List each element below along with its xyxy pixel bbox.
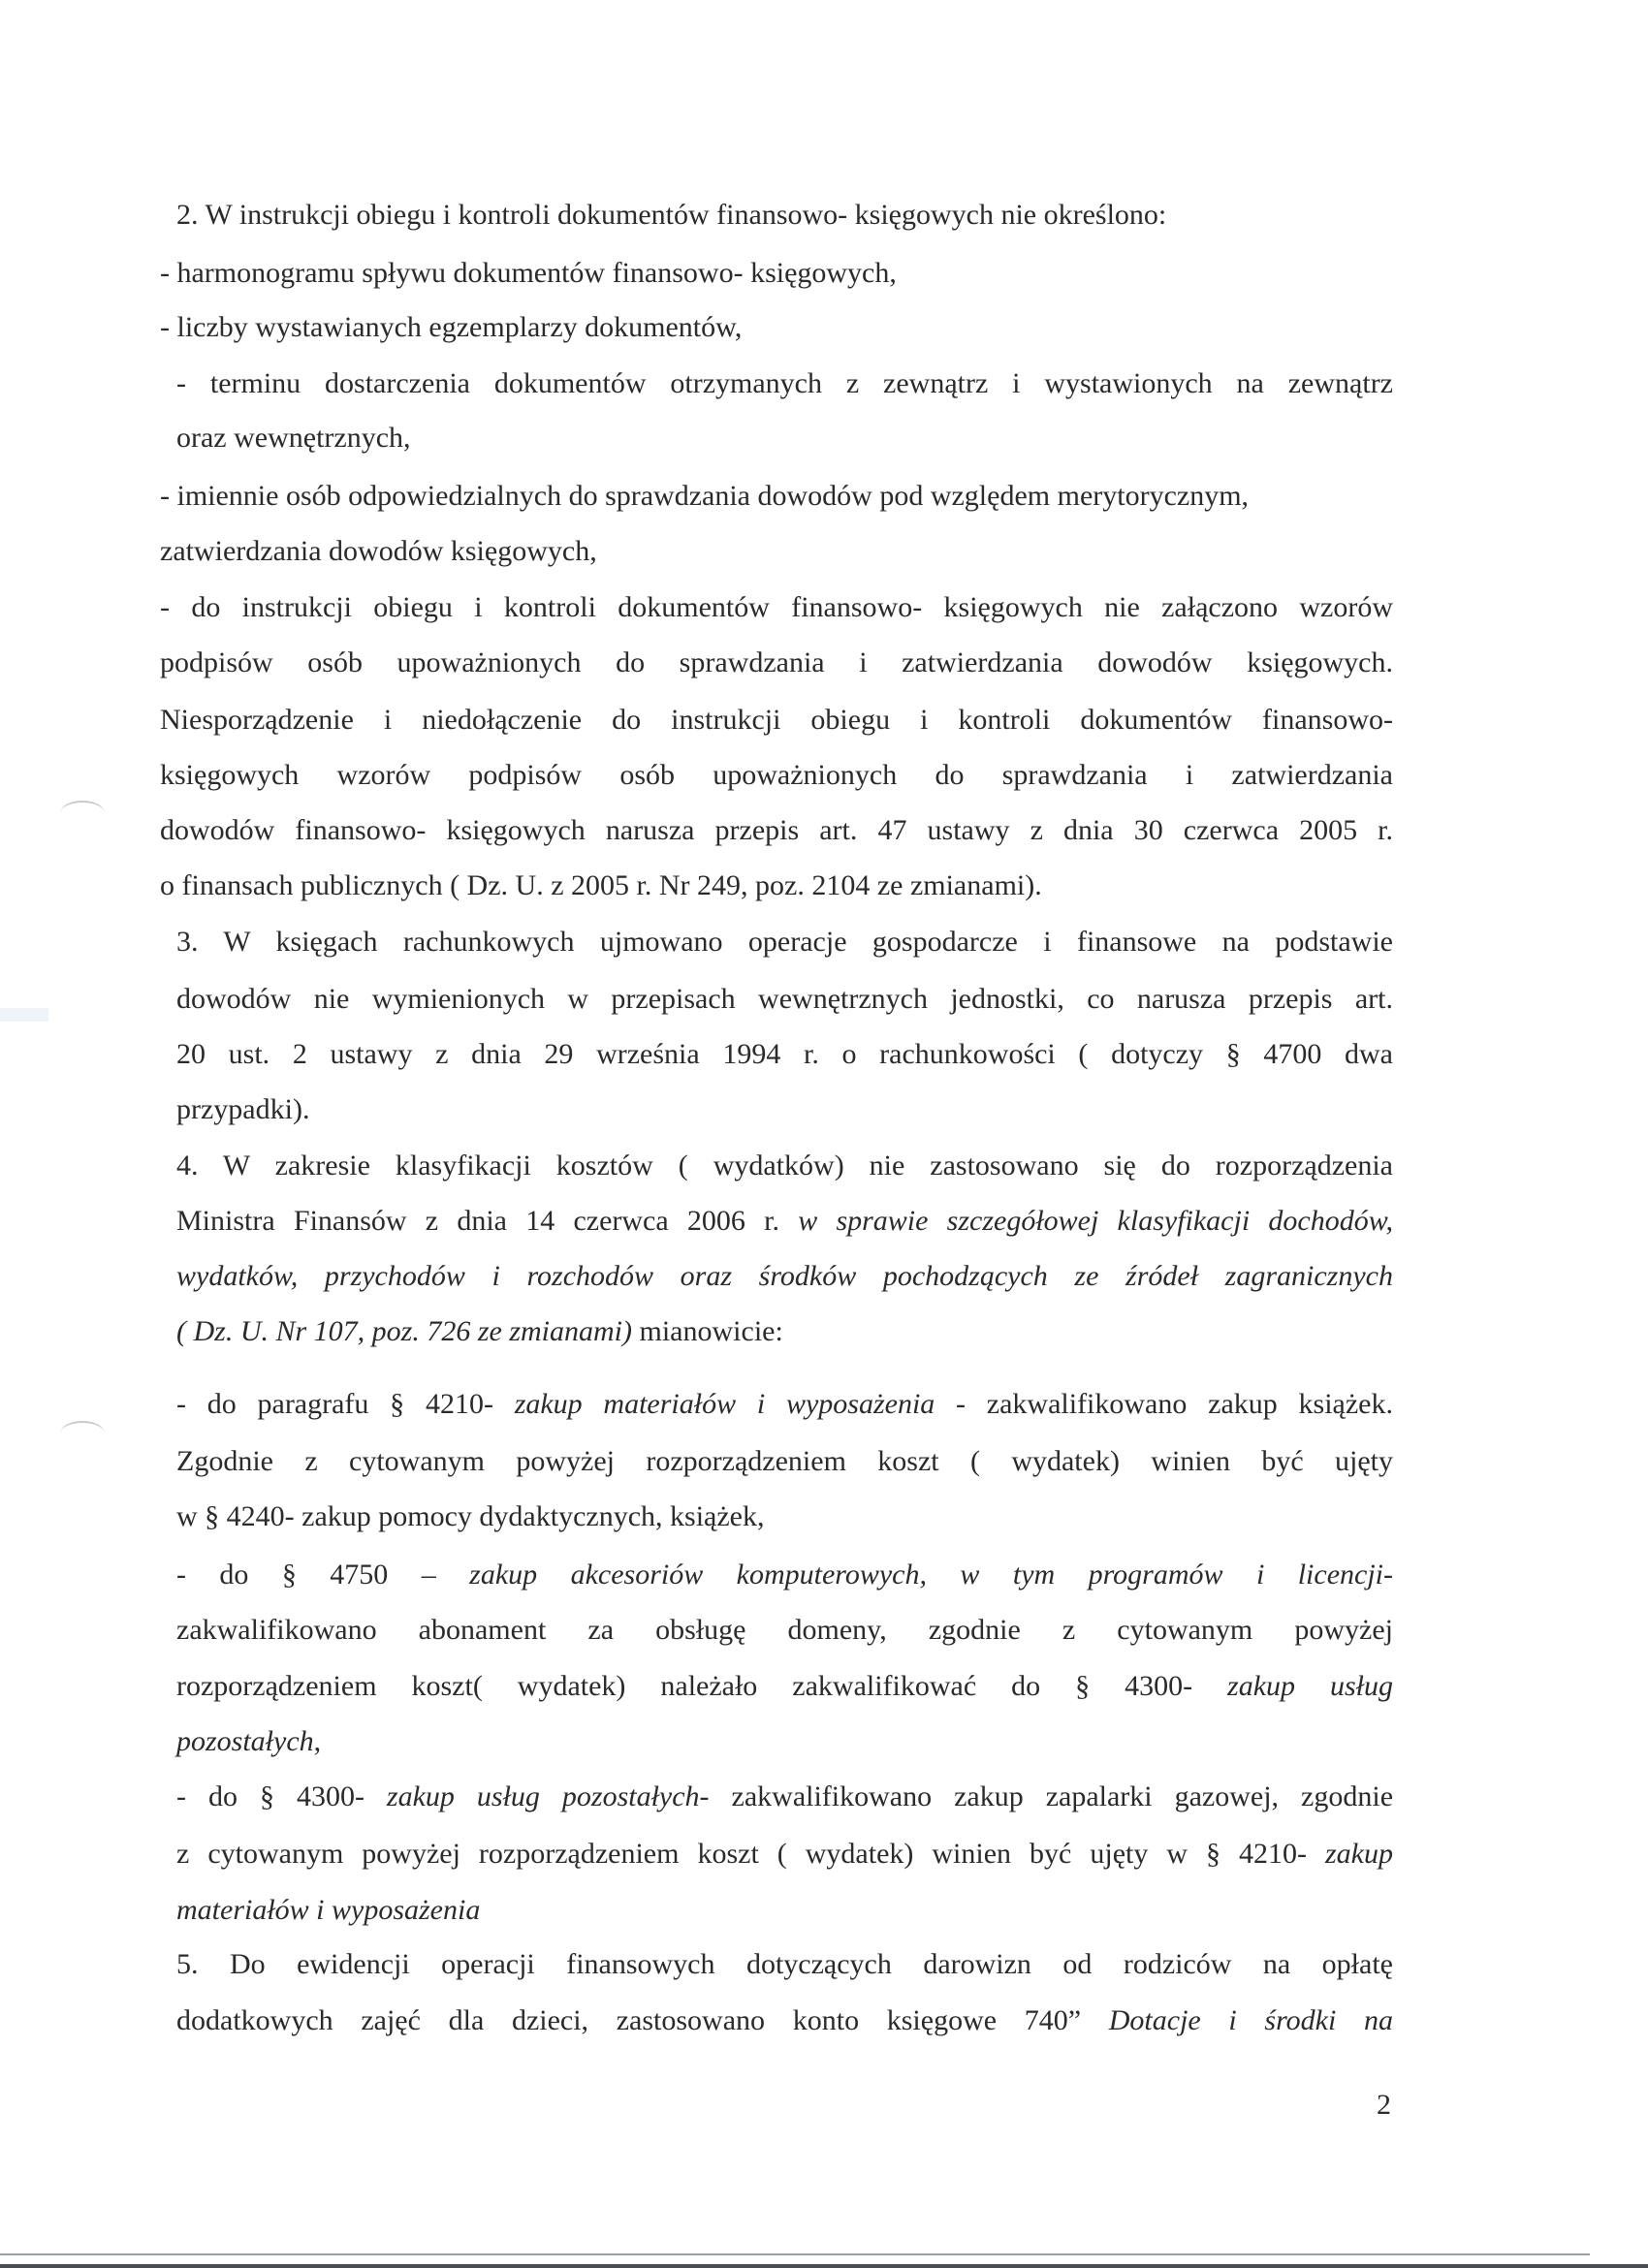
text-line xyxy=(176,1669,1393,1704)
scan-smudge xyxy=(0,1008,48,1022)
text-span: - liczby wystawianych egzemplarzy dokumentów, xyxy=(160,311,743,343)
punch-hole-mark xyxy=(60,1421,105,1446)
text-span: podpisów osób upoważnionych do sprawdzania i zatwierdzania dowodów księgowych. xyxy=(160,646,1393,678)
italic-text: ( Dz. U. Nr 107, poz. 726 ze zmianami) xyxy=(176,1315,633,1347)
text-span: - do § 4750 – xyxy=(176,1559,470,1591)
text-line xyxy=(160,646,1393,680)
text-line xyxy=(160,256,1393,291)
text-span: - terminu dostarczenia dokumentów otrzymanych z zewnątrz i wystawionych na zewnątrz xyxy=(176,367,1393,399)
text-span: 4. W zakresie klasyfikacji kosztów ( wydatków) nie zastosowano się do rozporządzenia xyxy=(176,1150,1393,1181)
text-line xyxy=(176,1259,1393,1294)
italic-text: zakup akcesoriów komputerowych, w tym programów i licencji- xyxy=(469,1559,1393,1591)
text-span: dodatkowych zajęć dla dzieci, zastosowano konto księgowe 740” xyxy=(176,2004,1109,2036)
text-span: oraz wewnętrznych, xyxy=(176,422,411,454)
text-span: - do paragrafu § 4210- xyxy=(176,1388,515,1420)
italic-text: zakup materiałów i wyposażenia xyxy=(514,1388,935,1420)
text-line xyxy=(176,1092,1393,1127)
italic-text: zakup xyxy=(1325,1838,1393,1870)
italic-text: zakup usług xyxy=(1227,1670,1393,1702)
text-line xyxy=(176,2003,1393,2038)
text-span: z cytowanym powyżej rozporządzeniem koszt ( wydatek) winien być ujęty w § 4210- xyxy=(176,1838,1325,1870)
italic-text: zakup usług pozostałych xyxy=(386,1780,700,1812)
italic-text: pozostałych xyxy=(176,1725,314,1757)
text-span: 2. W instrukcji obiegu i kontroli dokumentów finansowo- księgowych nie określono: xyxy=(176,199,1167,231)
text-line xyxy=(176,1613,1393,1648)
text-span: przypadki). xyxy=(176,1093,310,1125)
text-line xyxy=(176,421,1393,456)
text-line xyxy=(160,310,1393,345)
text-line xyxy=(176,982,1393,1017)
text-line xyxy=(176,1204,1393,1239)
text-line xyxy=(176,1780,1393,1814)
text-span: - zakwalifikowano zakup zapalarki gazowej, zgodnie xyxy=(699,1780,1394,1812)
text-line xyxy=(160,868,1393,903)
text-span: 3. W księgach rachunkowych ujmowano operacje gospodarcze i finansowe na podstawie xyxy=(176,926,1393,958)
text-span: - do instrukcji obiegu i kontroli dokumentów finansowo- księgowych nie załączono wzorów xyxy=(160,591,1393,623)
text-span: Zgodnie z cytowanym powyżej rozporządzeniem koszt ( wydatek) winien być ujęty xyxy=(176,1445,1393,1477)
text-line xyxy=(160,590,1393,625)
text-line xyxy=(176,1724,1393,1759)
scan-edge-line xyxy=(0,2253,1590,2255)
italic-text: materiałów i wyposażenia xyxy=(176,1894,481,1926)
text-line xyxy=(176,1499,1393,1534)
text-line xyxy=(160,479,1393,514)
text-line xyxy=(176,1037,1393,1072)
italic-text: w sprawie szczegółowej klasyfikacji dochodów, xyxy=(798,1205,1393,1237)
text-line xyxy=(176,925,1393,960)
scan-edge-bar xyxy=(0,2264,1648,2268)
text-span: , xyxy=(313,1725,322,1757)
text-line xyxy=(176,1149,1393,1183)
text-span: rozporządzeniem koszt( wydatek) należało zakwalifikować do § 4300- xyxy=(176,1670,1228,1702)
text-line xyxy=(176,1314,1393,1349)
text-line xyxy=(160,813,1393,848)
text-span: mianowicie: xyxy=(632,1315,783,1347)
text-span: zakwalifikowano abonament za obsługę domeny, zgodnie z cytowanym powyżej xyxy=(176,1614,1393,1646)
text-line xyxy=(176,1558,1393,1592)
italic-text: wydatków, przychodów i rozchodów oraz środków pochodzących ze źródeł zagranicznych xyxy=(176,1260,1393,1292)
text-span: dowodów nie wymienionych w przepisach wewnętrznych jednostki, co narusza przepis art. xyxy=(176,983,1393,1015)
text-line xyxy=(176,366,1393,401)
text-span: Niesporządzenie i niedołączenie do instrukcji obiegu i kontroli dokumentów finansowo- xyxy=(160,704,1393,736)
text-span: - harmonogramu spływu dokumentów finansowo- księgowych, xyxy=(160,257,897,289)
text-line xyxy=(160,534,1393,569)
text-span: dowodów finansowo- księgowych narusza przepis art. 47 ustawy z dnia 30 czerwca 2005 r. xyxy=(160,814,1393,846)
text-line xyxy=(176,198,1393,233)
text-line xyxy=(176,1444,1393,1479)
text-span: Ministra Finansów z dnia 14 czerwca 2006 r. xyxy=(176,1205,799,1237)
text-line xyxy=(160,703,1393,738)
text-span: - zakwalifikowano zakup książek. xyxy=(935,1388,1393,1420)
text-line xyxy=(176,1947,1393,1982)
text-span: w § 4240- zakup pomocy dydaktycznych, książek, xyxy=(176,1500,765,1532)
text-span: 5. Do ewidencji operacji finansowych dotyczących darowizn od rodziców na opłatę xyxy=(176,1948,1393,1980)
text-line xyxy=(176,1893,1393,1928)
text-span: księgowych wzorów podpisów osób upoważnionych do sprawdzania i zatwierdzania xyxy=(160,759,1393,791)
text-span: o finansach publicznych ( Dz. U. z 2005 r. Nr 249, poz. 2104 ze zmianami). xyxy=(160,869,1042,901)
punch-hole-mark xyxy=(60,801,105,826)
text-span: - do § 4300- xyxy=(176,1780,387,1812)
page-number: 2 xyxy=(1377,2089,1391,2121)
text-line xyxy=(176,1387,1393,1422)
italic-text: Dotacje i środki na xyxy=(1108,2004,1393,2036)
text-span: 20 ust. 2 ustawy z dnia 29 września 1994 r. o rachunkowości ( dotyczy § 4700 dwa xyxy=(176,1038,1393,1070)
text-line xyxy=(160,758,1393,793)
text-span: zatwierdzania dowodów księgowych, xyxy=(160,535,597,567)
text-span: - imiennie osób odpowiedzialnych do sprawdzania dowodów pod względem merytorycznym, xyxy=(160,480,1250,512)
text-line xyxy=(176,1837,1393,1872)
